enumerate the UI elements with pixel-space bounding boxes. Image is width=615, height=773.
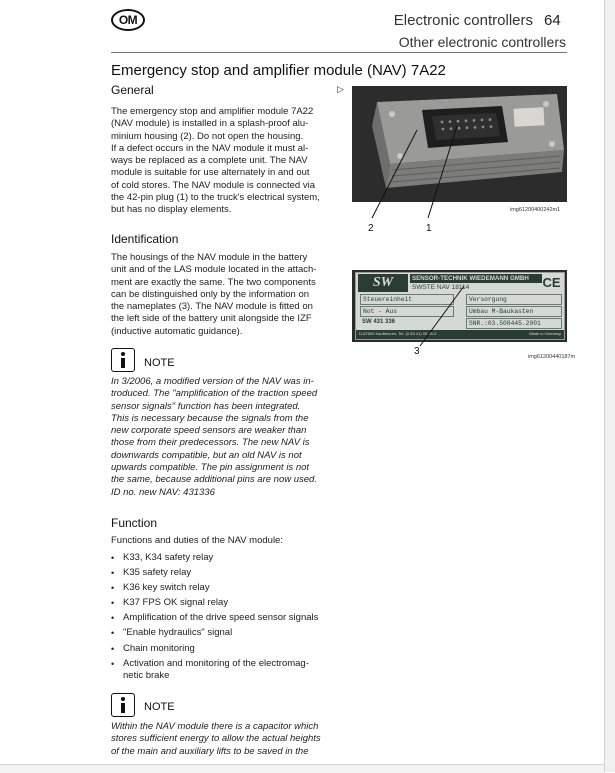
ce-mark: CE bbox=[542, 275, 561, 290]
figure-caption: img61200440187m bbox=[528, 354, 576, 360]
nameplate-serial: SNR.:03.508445.2001 bbox=[466, 318, 562, 329]
callout-1: 1 bbox=[426, 223, 432, 234]
nameplate-field: Versorgung bbox=[466, 294, 562, 305]
note-label: NOTE bbox=[144, 357, 175, 369]
note-paragraph: In 3/2006, a modified version of the NAV was in- troduced. The "amplification of the traction speed sensor signals" function has been integrated. This is necessary because the signals from the new corporate speed sensors are weaker than those from their predecessors. The new NAV is downwards compatible, but an old NAV is not upwards compatible. The pin assignment is not the same, because additional pins are now used. ID no. new NAV: 431336 bbox=[111, 376, 318, 498]
identification-paragraph: The housings of the NAV module in the battery unit and of the LAS module located in the attach- ment are exactly the same. The two components can be distinguished only by the information on the nameplates (3). The NAV module is fitted on the left side of the battery unit alongside the IZF (inductive automatic guidance). bbox=[111, 252, 317, 337]
chapter-title: Electronic controllers bbox=[393, 12, 533, 29]
nameplate-field: Umbau M-Baukasten bbox=[466, 306, 562, 317]
leader-lines bbox=[352, 86, 567, 236]
info-note-icon bbox=[111, 348, 135, 372]
list-item: • "Enable hydraulics" signal bbox=[111, 627, 336, 639]
callout-3: 3 bbox=[414, 346, 420, 357]
figure-caption: img61200400242m1 bbox=[510, 207, 561, 213]
page-number: 64 bbox=[544, 12, 561, 29]
list-item: • K36 key switch relay bbox=[111, 582, 336, 594]
nameplate-leader-line bbox=[352, 270, 567, 350]
function-heading: Function bbox=[111, 516, 158, 530]
section-subtitle: Other electronic controllers bbox=[398, 34, 566, 50]
header-divider bbox=[111, 52, 567, 53]
list-item: • Activation and monitoring of the electromag- netic brake bbox=[111, 658, 336, 682]
function-list bbox=[111, 552, 336, 682]
info-note-icon bbox=[111, 693, 135, 717]
triangle-marker-icon: ▷ bbox=[337, 84, 344, 94]
function-intro: Functions and duties of the NAV module: bbox=[111, 535, 283, 546]
section-title: Emergency stop and amplifier module (NAV) 7A22 bbox=[111, 62, 446, 79]
nameplate-address: D-87600 Kaufbeuren, Tel. (0 83 41) 95 05-0 bbox=[359, 331, 437, 336]
list-item: • K37 FPS OK signal relay bbox=[111, 597, 336, 609]
nameplate-origin: Made in Germany bbox=[529, 331, 561, 336]
list-item: • Amplification of the drive speed sensor signals bbox=[111, 612, 336, 624]
nameplate-brand-logo: SW bbox=[358, 274, 408, 292]
note-paragraph: Within the NAV module there is a capacitor which stores sufficient energy to allow the actual heights of the main and auxiliary lifts to be saved in the bbox=[111, 721, 321, 757]
identification-heading: Identification bbox=[111, 232, 179, 246]
list-item: • Chain monitoring bbox=[111, 643, 336, 655]
page-edge-right bbox=[604, 0, 615, 772]
list-item: • K33, K34 safety relay bbox=[111, 552, 336, 564]
nameplate-model: SWSTE NAV 18114 bbox=[412, 284, 470, 291]
callout-2: 2 bbox=[368, 223, 374, 234]
general-heading: General bbox=[111, 83, 154, 97]
note-label: NOTE bbox=[144, 701, 175, 713]
nameplate-id: SW 431 336 bbox=[362, 319, 396, 325]
nameplate-field: Steuereinheit bbox=[360, 294, 454, 305]
list-item: • K35 safety relay bbox=[111, 567, 336, 579]
om-logo: OM bbox=[111, 9, 145, 31]
general-paragraph: The emergency stop and amplifier module 7A22 (NAV module) is installed in a splash-proof alu- minium housing (2). Do not open the housing. If a defect occurs in the NAV module it must al- ways be replaced as a complete unit. The NAV module is suitable for use alternately in and out of cold stores. The NAV module is connected via the 42-pin plug (1) to the truck's electrical system, but has no display elements. bbox=[111, 106, 320, 216]
nameplate-field: Not - Aus bbox=[360, 306, 454, 317]
nameplate-manufacturer: SENSOR-TECHNIK WIEDEMANN GMBH bbox=[410, 274, 542, 283]
